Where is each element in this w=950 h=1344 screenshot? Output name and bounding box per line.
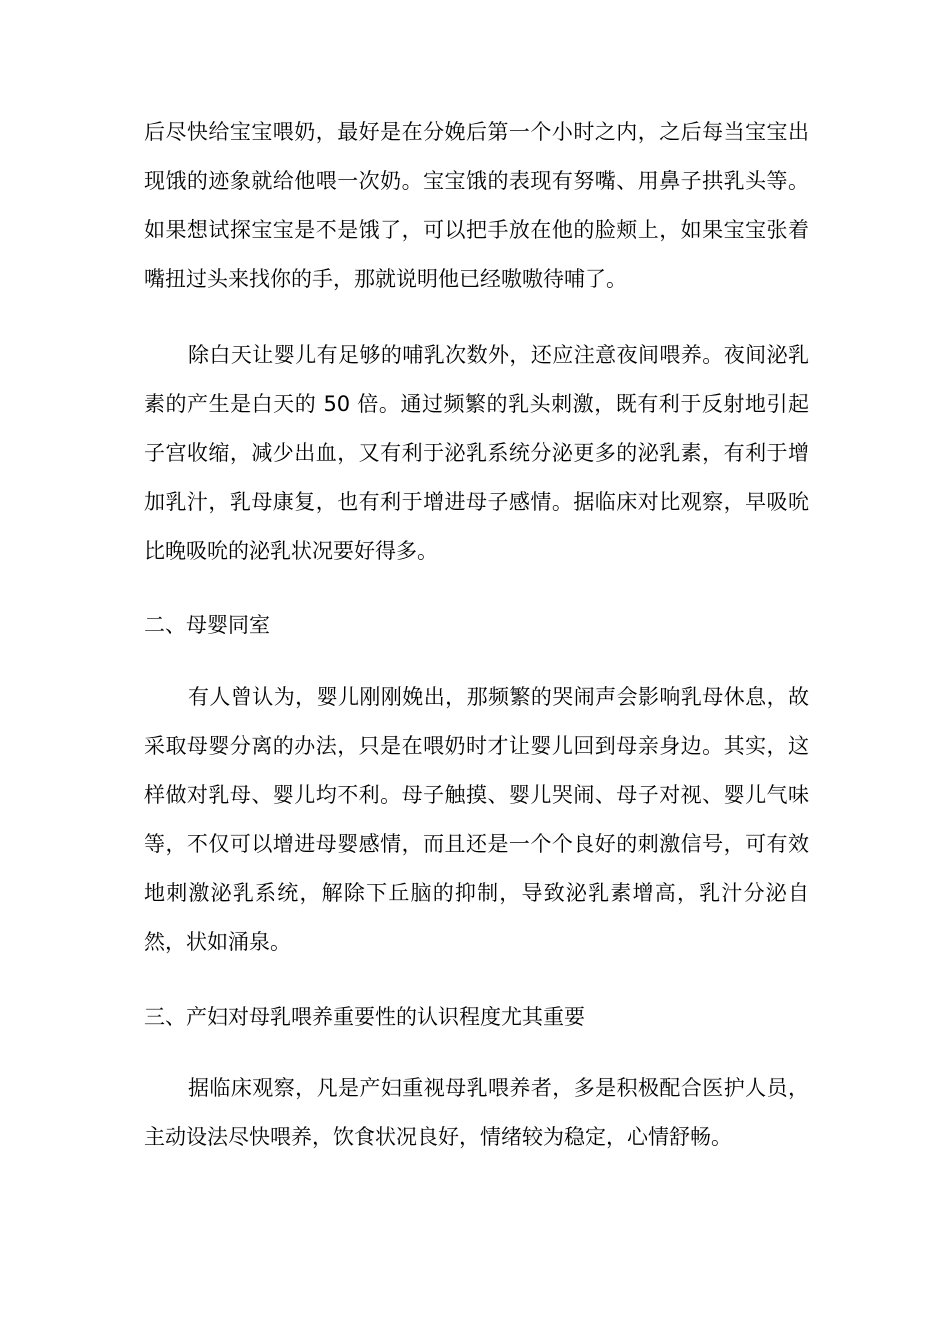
section-heading-3: 三、产妇对母乳喂养重要性的认识程度尤其重要 [144, 1005, 585, 1029]
paragraph-2: 除白天让婴儿有足够的哺乳次数外，还应注意夜间喂养。夜间泌乳素的产生是白天的 50 倍。通过频繁的乳头刺激，既有利于反射地引起子宫收缩，减少出血，又有利于泌乳系统分泌更多的泌乳素，有利于增加乳汁，乳母康复，也有利于增进母子感情。据临床对比观察，早吸吮比晚吸吮的泌乳状况要好得多。 [144, 343, 809, 563]
paragraph-1: 后尽快给宝宝喂奶，最好是在分娩后第一个小时之内，之后每当宝宝出现饿的迹象就给他喂一次奶。宝宝饿的表现有努嘴、用鼻子拱乳头等。如果想试探宝宝是不是饿了，可以把手放在他的脸颊上，如果宝宝张着嘴扭过头来找你的手，那就说明他已经嗷嗷待哺了。 [144, 120, 809, 291]
paragraph-3: 有人曾认为，婴儿刚刚娩出，那频繁的哭闹声会影响乳母休息，故采取母婴分离的办法，只是在喂奶时才让婴儿回到母亲身边。其实，这样做对乳母、婴儿均不利。母子触摸、婴儿哭闹、母子对视、婴儿气味等，不仅可以增进母婴感情，而且还是一个个良好的刺激信号，可有效地刺激泌乳系统，解除下丘脑的抑制，导致泌乳素增高，乳汁分泌自然，状如涌泉。 [144, 685, 809, 954]
section-heading-2: 二、母婴同室 [144, 613, 270, 637]
paragraph-4: 据临床观察，凡是产妇重视母乳喂养者，多是积极配合医护人员，主动设法尽快喂养，饮食状况良好，情绪较为稳定，心情舒畅。 [144, 1076, 809, 1149]
